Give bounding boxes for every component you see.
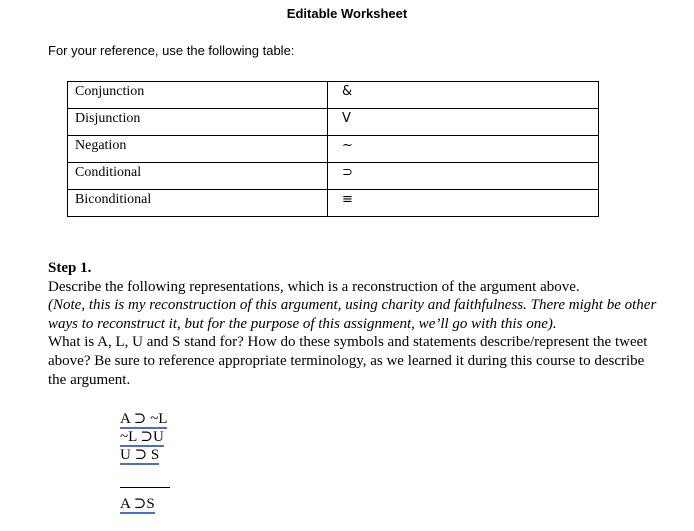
operator-symbol: &: [328, 82, 599, 109]
table-row: [68, 190, 599, 217]
operator-table: [67, 81, 599, 217]
operator-symbol: ⊃: [328, 163, 599, 190]
operator-symbol: ≡: [328, 190, 599, 217]
operator-name: Conjunction: [68, 82, 328, 109]
step-1-section: [48, 259, 658, 389]
table-row: [68, 136, 599, 163]
operator-name: Negation: [68, 136, 328, 163]
intro-text: For your reference, use the following table:: [48, 43, 295, 58]
table-row: [68, 163, 599, 190]
operator-name: Disjunction: [68, 109, 328, 136]
argument-premises: [120, 410, 167, 464]
premise: A ⊃ ~L: [120, 411, 168, 427]
premise: U ⊃ S: [120, 447, 160, 463]
step-questions: What is A, L, U and S stand for? How do these symbols and statements describe/represent the tweet above? Be sure to reference appropriate terminology, as we learned it during this course to describe the argument.: [48, 334, 648, 388]
step-instructions: Describe the following representations, which is a reconstruction of the argument above.: [48, 278, 580, 295]
premise: ~L ⊃U: [120, 429, 164, 445]
operator-symbol: V: [328, 109, 599, 136]
step-heading: Step 1.: [48, 260, 92, 276]
operator-name: Conditional: [68, 163, 328, 190]
operator-symbol: ~: [328, 136, 599, 163]
operator-name: Biconditional: [68, 190, 328, 217]
table-row: [68, 109, 599, 136]
step-note: (Note, this is my reconstruction of this argument, using charity and faithfulness. There might be other ways to reconstruct it, but for the purpose of this assignment, we’ll go with this one).: [48, 297, 657, 332]
table-row: [68, 82, 599, 109]
conclusion-divider: [120, 487, 170, 488]
worksheet-title: Editable Worksheet: [286, 6, 408, 21]
conclusion: A ⊃S: [120, 496, 155, 512]
